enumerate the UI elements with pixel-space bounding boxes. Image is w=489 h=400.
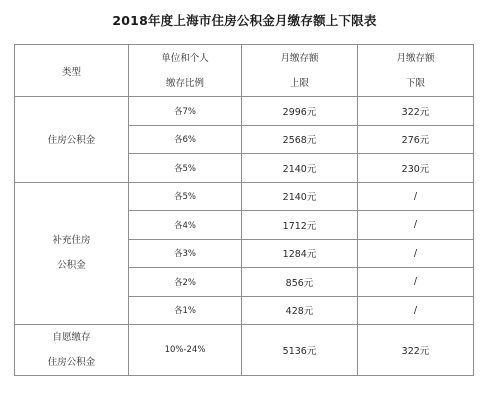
group-label-line1: 自愿缴存 (52, 332, 91, 343)
lower-limit-cell: / (358, 296, 474, 325)
ratio-cell: 各5% (129, 182, 242, 211)
upper-limit-cell: 2140元 (242, 154, 358, 183)
group-label-line1: 补充住房 (52, 235, 91, 247)
header-lower-line1: 月缴存额 (396, 52, 435, 64)
lower-limit-cell: 322元 (358, 325, 474, 376)
lower-limit-cell: 276元 (358, 125, 474, 154)
lower-limit-cell: 322元 (358, 97, 474, 126)
group-label-line2: 公积金 (57, 260, 86, 272)
ratio-cell: 各3% (129, 239, 242, 268)
group-label-supplementary-fund (15, 182, 129, 325)
header-ratio (129, 45, 242, 97)
group-label-voluntary-fund (15, 325, 129, 376)
ratio-cell: 各2% (129, 268, 242, 297)
lower-limit-cell: / (358, 239, 474, 268)
page-title: 2018年度上海市住房公积金月缴存额上下限表 (112, 13, 377, 28)
upper-limit-cell: 5136元 (242, 325, 358, 376)
header-upper (242, 45, 358, 97)
upper-limit-cell: 1284元 (242, 239, 358, 268)
lower-limit-cell: 230元 (358, 154, 474, 183)
ratio-cell: 10%-24% (129, 325, 242, 376)
table-row (15, 325, 474, 376)
lower-limit-cell: / (358, 211, 474, 240)
ratio-cell: 各6% (129, 125, 242, 154)
contribution-limits-table (14, 44, 474, 376)
header-lower (358, 45, 474, 97)
header-upper-line2: 上限 (289, 77, 309, 89)
lower-limit-cell: / (358, 182, 474, 211)
ratio-cell: 各5% (129, 154, 242, 183)
upper-limit-cell: 2568元 (242, 125, 358, 154)
table-row (15, 182, 474, 211)
upper-limit-cell: 856元 (242, 268, 358, 297)
header-upper-line1: 月缴存额 (280, 52, 319, 64)
header-lower-line2: 下限 (405, 77, 425, 89)
ratio-cell: 各4% (129, 211, 242, 240)
ratio-cell: 各1% (129, 296, 242, 325)
header-ratio-line1: 单位和个人 (161, 52, 209, 64)
table-header-row (15, 45, 474, 97)
ratio-cell: 各7% (129, 97, 242, 126)
header-type (15, 45, 129, 97)
upper-limit-cell: 2140元 (242, 182, 358, 211)
group-label-housing-fund (15, 97, 129, 183)
upper-limit-cell: 1712元 (242, 211, 358, 240)
lower-limit-cell: / (358, 268, 474, 297)
upper-limit-cell: 2996元 (242, 97, 358, 126)
table-row (15, 97, 474, 126)
group-label-line2: 住房公积金 (47, 357, 96, 368)
header-ratio-line2: 缴存比例 (165, 77, 204, 89)
group-label-line1: 住房公积金 (47, 135, 96, 147)
header-type-label: 类型 (61, 66, 81, 78)
upper-limit-cell: 428元 (242, 296, 358, 325)
